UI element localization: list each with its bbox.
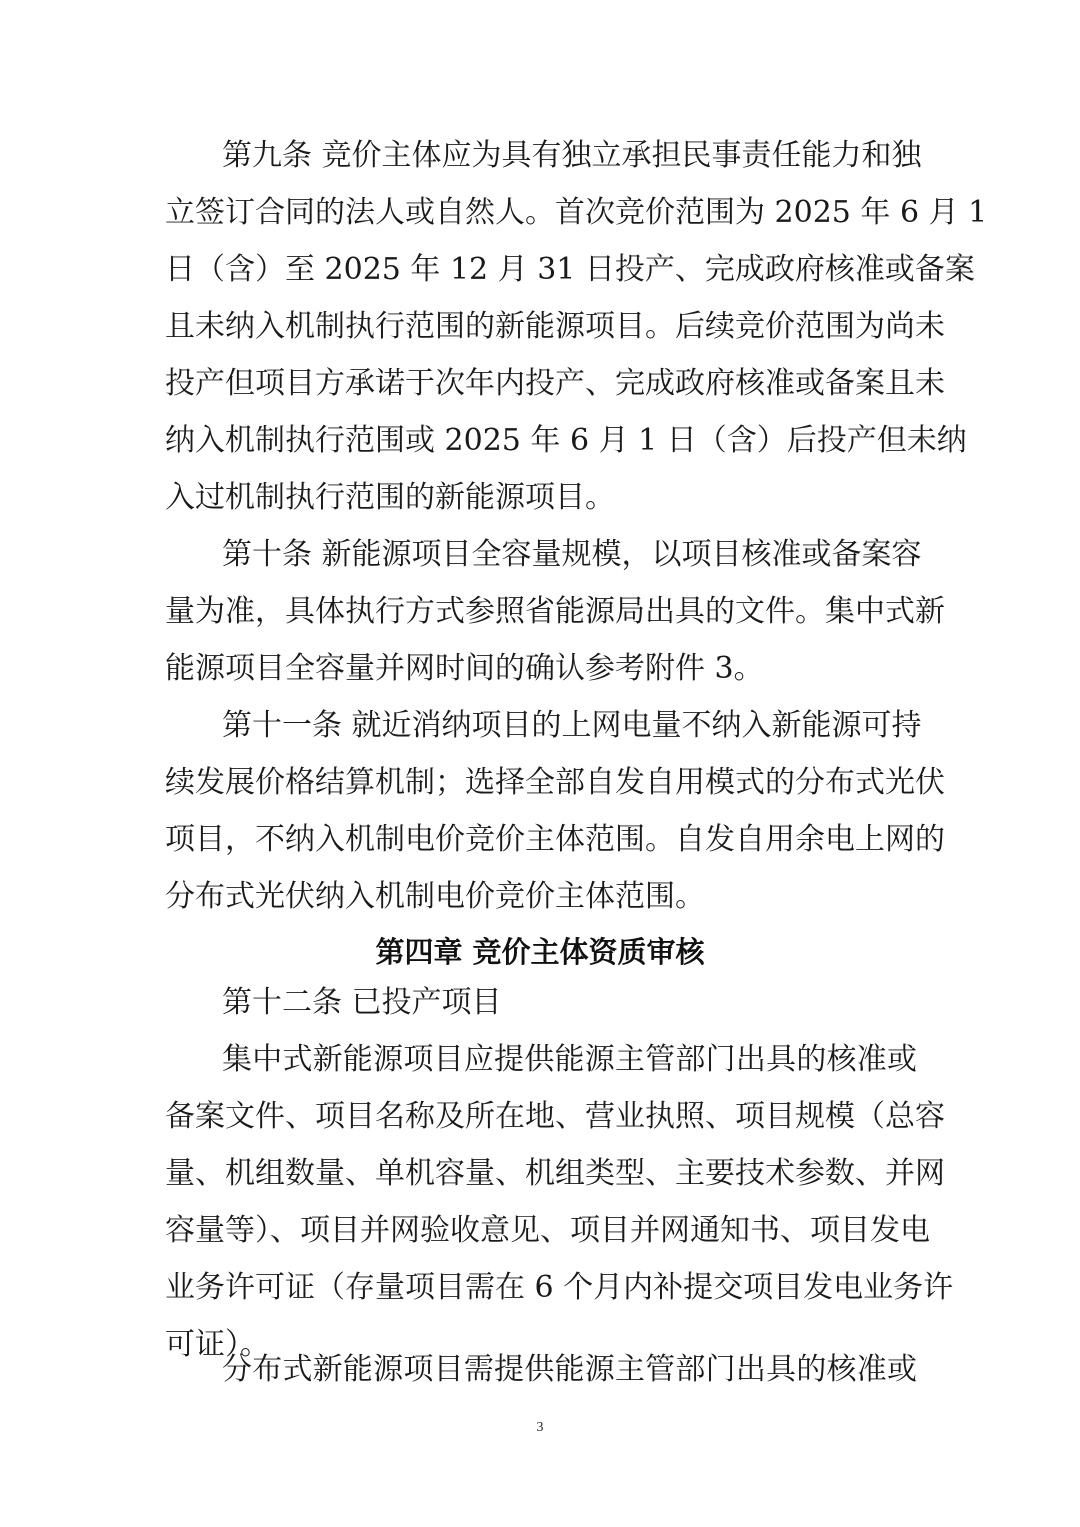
article-11-line-4: 分布式光伏纳入机制电价竞价主体范围。 — [165, 879, 705, 914]
article-12-para-1-line-5: 业务许可证（存量项目需在 6 个月内补提交项目发电业务许 — [165, 1270, 954, 1305]
article-12-para-1-line-6: 可证）。 — [165, 1327, 270, 1362]
article-9-line-5: 投产但项目方承诺于次年内投产、完成政府核准或备案且未 — [165, 366, 945, 401]
article-11-line-2: 续发展价格结算机制；选择全部自发自用模式的分布式光伏 — [165, 765, 945, 800]
article-10-line-1: 第十条 新能源项目全容量规模，以项目核准或备案容 — [222, 537, 922, 572]
article-12-para-1-line-3: 量、机组数量、单机容量、机组类型、主要技术参数、并网 — [165, 1156, 945, 1191]
chapter-title: 第四章 竞价主体资质审核 — [375, 935, 705, 969]
article-12-para-1-line-1: 集中式新能源项目应提供能源主管部门出具的核准或 — [222, 1042, 917, 1077]
article-10-line-3: 能源项目全容量并网时间的确认参考附件 3。 — [165, 651, 764, 686]
article-9-line-1: 第九条 竞价主体应为具有独立承担民事责任能力和独 — [222, 138, 922, 173]
article-11-line-1: 第十一条 就近消纳项目的上网电量不纳入新能源可持 — [222, 708, 922, 743]
article-9-line-6: 纳入机制执行范围或 2025 年 6 月 1 日（含）后投产但未纳 — [165, 423, 967, 458]
article-9-line-4: 且未纳入机制执行范围的新能源项目。后续竞价范围为尚未 — [165, 309, 945, 344]
article-9-line-3: 日（含）至 2025 年 12 月 31 日投产、完成政府核准或备案 — [165, 252, 975, 287]
page-number: 3 — [536, 1420, 544, 1435]
article-11-line-3: 项目，不纳入机制电价竞价主体范围。自发自用余电上网的 — [165, 822, 945, 857]
article-12-para-1-line-2: 备案文件、项目名称及所在地、营业执照、项目规模（总容 — [165, 1099, 945, 1134]
article-9-line-2: 立签订合同的法人或自然人。首次竞价范围为 2025 年 6 月 1 — [165, 195, 988, 230]
article-12-para-1-line-4: 容量等）、项目并网验收意见、项目并网通知书、项目发电 — [165, 1213, 930, 1248]
article-12-heading: 第十二条 已投产项目 — [222, 985, 502, 1020]
article-12-para-2-line-1: 分布式新能源项目需提供能源主管部门出具的核准或 — [222, 1352, 917, 1387]
article-9-line-7: 入过机制执行范围的新能源项目。 — [165, 480, 615, 515]
article-10-line-2: 量为准，具体执行方式参照省能源局出具的文件。集中式新 — [165, 594, 945, 629]
